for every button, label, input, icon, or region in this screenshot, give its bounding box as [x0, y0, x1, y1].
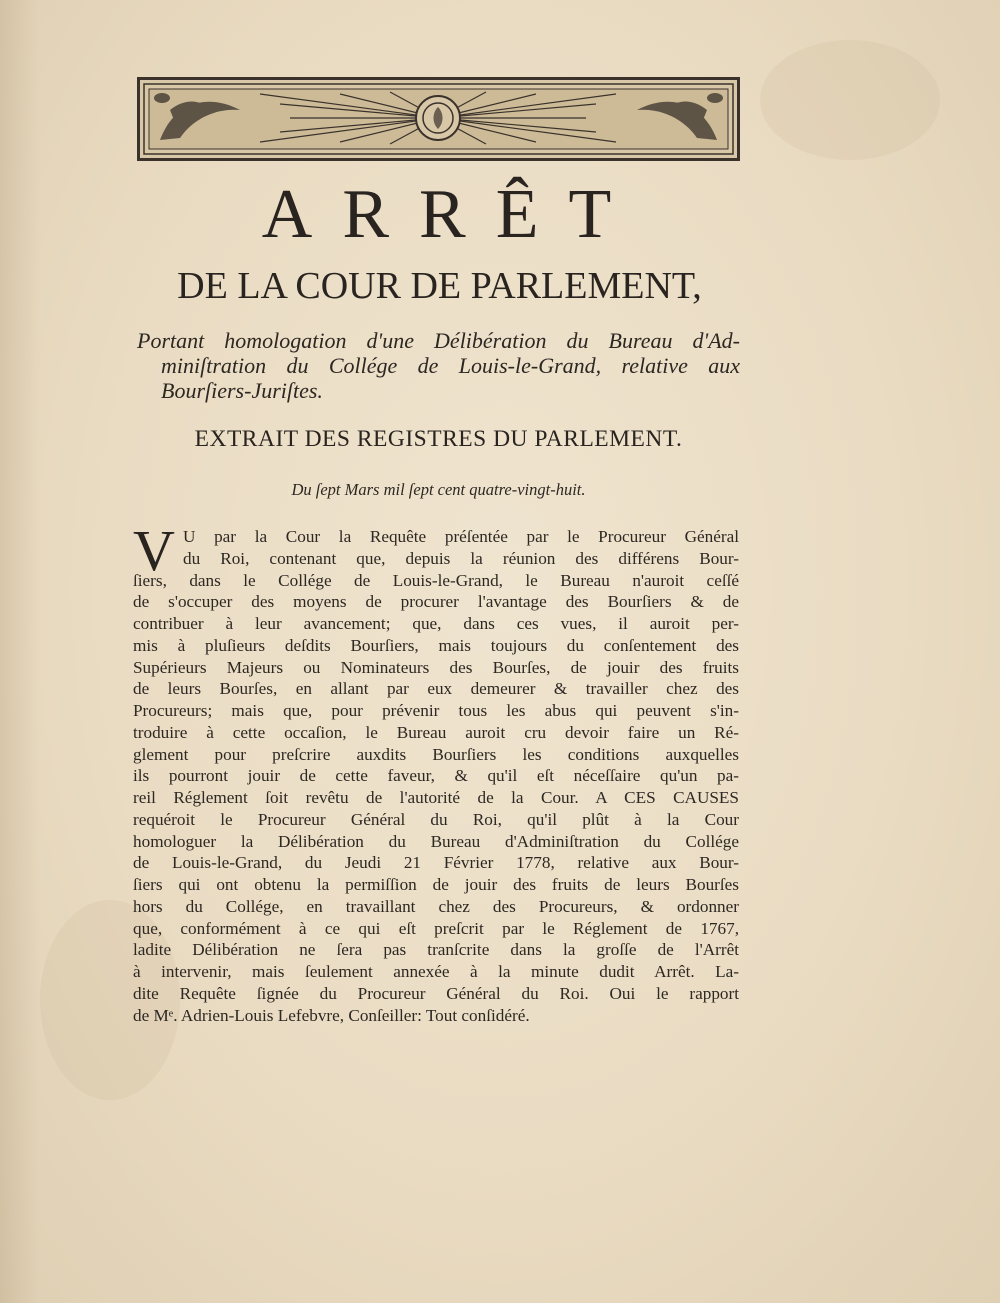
body-line: ſiers qui ont obtenu la permiſſion de jouir des fruits de leurs Bourſes	[133, 875, 739, 894]
body-line: Supérieurs Majeurs ou Nominateurs des Bourſes, de jouir des fruits	[133, 657, 739, 677]
body-line: troduire à cette occaſion, le Bureau auroit cru devoir faire un Ré-	[133, 722, 739, 742]
body-line: homologuer la Délibération du Bureau d'Adminiſtration du Collége	[133, 831, 739, 851]
body-line: ils pourront jouir de cette faveur, & qu'il eſt néceſſaire qu'un pa-	[133, 766, 739, 786]
paper-stain	[760, 40, 940, 160]
body-paragraph	[133, 518, 739, 1026]
body-line: hors du Collége, en travaillant chez des Procureurs, & ordonner	[133, 896, 739, 916]
headpiece-ornament-icon	[137, 77, 740, 161]
body-line: reil Réglement ſoit revêtu de l'autorité de la Cour. A CES CAUSES	[133, 788, 739, 807]
body-line: ladite Délibération ne ſera pas tranſcrite dans la groſſe de l'Arrêt	[133, 940, 739, 960]
paper-shade	[0, 0, 40, 1303]
subject-line: Bourſiers-Juriſtes.	[161, 378, 323, 403]
body-line: U par la Cour la Requête préſentée par le Procureur Général	[183, 527, 739, 546]
document-subtitle: DE LA COUR DE PARLEMENT,	[177, 265, 702, 307]
body-line: mis à pluſieurs deſdits Bourſiers, mais toujours du conſentement des	[133, 635, 739, 655]
subject-paragraph	[137, 328, 740, 403]
subject-line: Portant homologation d'une Délibération du Bureau d'Ad-	[137, 328, 740, 353]
body-line: de leurs Bourſes, en allant par eux demeurer & travailler chez des	[133, 679, 739, 699]
body-line: requéroit le Procureur Général du Roi, qu'il plût à la Cour	[133, 809, 739, 829]
body-line: Procureurs; mais que, pour prévenir tous les abus qui peuvent s'in-	[133, 701, 739, 720]
body-line: ſiers, dans le Collége de Louis-le-Grand, le Bureau n'auroit ceſſé	[133, 570, 739, 590]
body-line: que, conformément à ce qui eſt preſcrit par le Réglement de 1767,	[133, 918, 739, 938]
body-line: du Roi, contenant que, depuis la réunion des différens Bour-	[183, 548, 739, 568]
body-line: contribuer à leur avancement; que, dans ces vues, il auroit per-	[133, 614, 739, 633]
body-line: glement pour preſcrire auxdits Bourſiers les conditions auxquelles	[133, 744, 739, 764]
body-line: à intervenir, mais ſeulement annexée à la minute dudit Arrêt. La-	[133, 962, 739, 981]
drop-cap: V	[133, 518, 175, 583]
subject-line: miniſtration du Collége de Louis-le-Grand, relative aux	[161, 353, 740, 378]
body-line: de s'occuper des moyens de procurer l'avantage des Bourſiers & de	[133, 592, 739, 612]
document-title: ARRÊT	[261, 176, 642, 253]
body-line: de Mᵉ. Adrien-Louis Lefebvre, Conſeiller: Tout conſidéré.	[133, 1005, 530, 1025]
body-line: de Louis-le-Grand, du Jeudi 21 Février 1778, relative aux Bour-	[133, 853, 739, 873]
body-line: dite Requête ſignée du Procureur Général du Roi. Oui le rapport	[133, 983, 739, 1003]
extrait-heading: EXTRAIT DES REGISTRES DU PARLEMENT.	[194, 426, 683, 452]
date-line: Du ſept Mars mil ſept cent quatre-vingt-huit.	[291, 480, 586, 499]
